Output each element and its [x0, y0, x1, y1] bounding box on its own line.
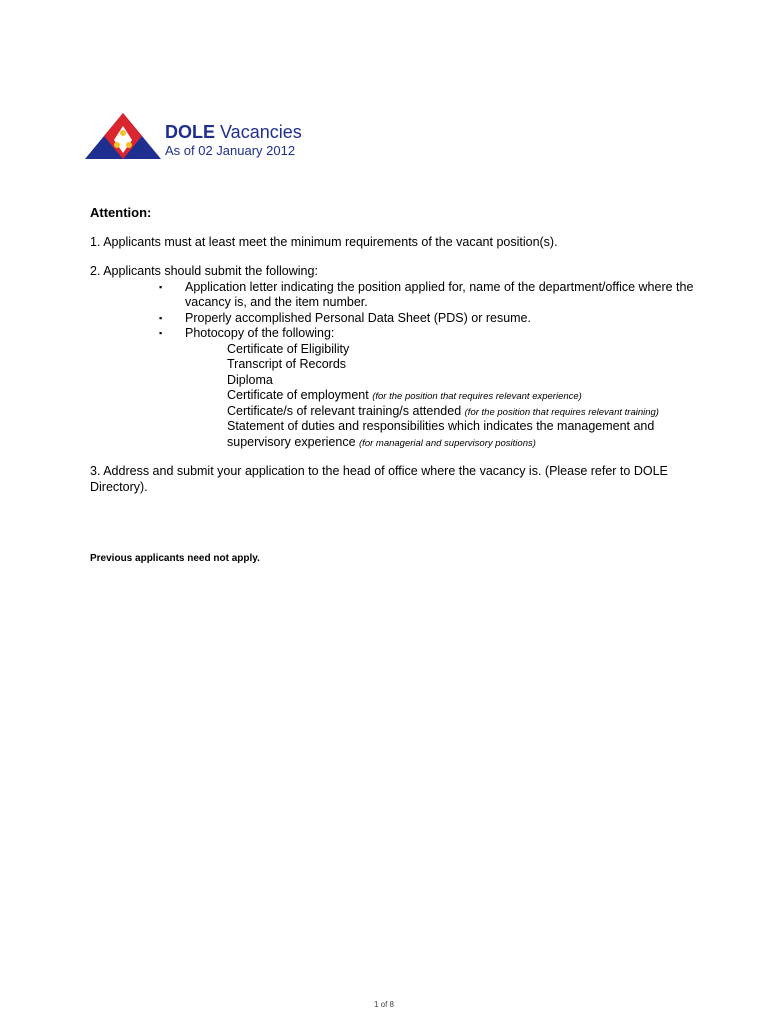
document-note: (for the position that requires relevant training) — [464, 406, 659, 418]
document-item — [227, 373, 710, 389]
document-text: Certificate/s of relevant training/s attended — [227, 403, 465, 418]
list-item-text: Photocopy of the following: — [185, 326, 335, 340]
document-text: Transcript of Records — [227, 357, 347, 371]
list-item — [159, 279, 710, 311]
previous-applicants-note: Previous applicants need not apply. — [90, 553, 260, 564]
document-item — [227, 419, 710, 450]
page-title — [165, 122, 302, 143]
document-item — [227, 357, 710, 373]
date-subtitle: As of 02 January 2012 — [165, 143, 296, 158]
document-text: Diploma — [227, 372, 273, 387]
requirement-2: 2. Applicants should submit the following: — [90, 264, 318, 278]
document-note: (for managerial and supervisory positions) — [359, 437, 536, 449]
document-note: (for the position that requires relevant experience) — [372, 391, 582, 402]
list-item — [159, 310, 710, 327]
bullet-icon: ▪ — [159, 312, 163, 323]
list-item-text: Properly accomplished Personal Data Sheet (PDS) or resume. — [185, 310, 531, 325]
document-text: Certificate of Eligibility — [227, 341, 350, 356]
document-list — [185, 342, 710, 451]
title-dole: DOLE — [165, 122, 216, 142]
bullet-icon: ▪ — [159, 328, 163, 338]
list-item — [159, 326, 710, 450]
document-text: Certificate of employment — [227, 388, 373, 402]
attention-heading: Attention: — [90, 205, 152, 220]
page-number: 1 of 8 — [373, 1000, 394, 1009]
submission-list — [90, 280, 710, 451]
document-item — [227, 404, 710, 420]
requirement-3: 3. Address and submit your application to the head of office where the vacancy is. (Please refer to DOLE Directory). — [90, 464, 668, 494]
requirement-1: 1. Applicants must at least meet the minimum requirements of the vacant position(s). — [90, 234, 558, 249]
document-text: Statement of duties and responsibilities which indicates the management and supervisory experience — [227, 419, 655, 449]
title-vacancies: Vacancies — [215, 122, 302, 142]
document-item — [227, 342, 710, 358]
document-item — [227, 388, 710, 404]
dole-logo — [84, 112, 162, 160]
list-item-text: Application letter indicating the position applied for, name of the department/office where the vacancy is, and the item number. — [185, 279, 694, 309]
bullet-icon: ▪ — [159, 281, 163, 292]
document-body — [90, 205, 710, 495]
